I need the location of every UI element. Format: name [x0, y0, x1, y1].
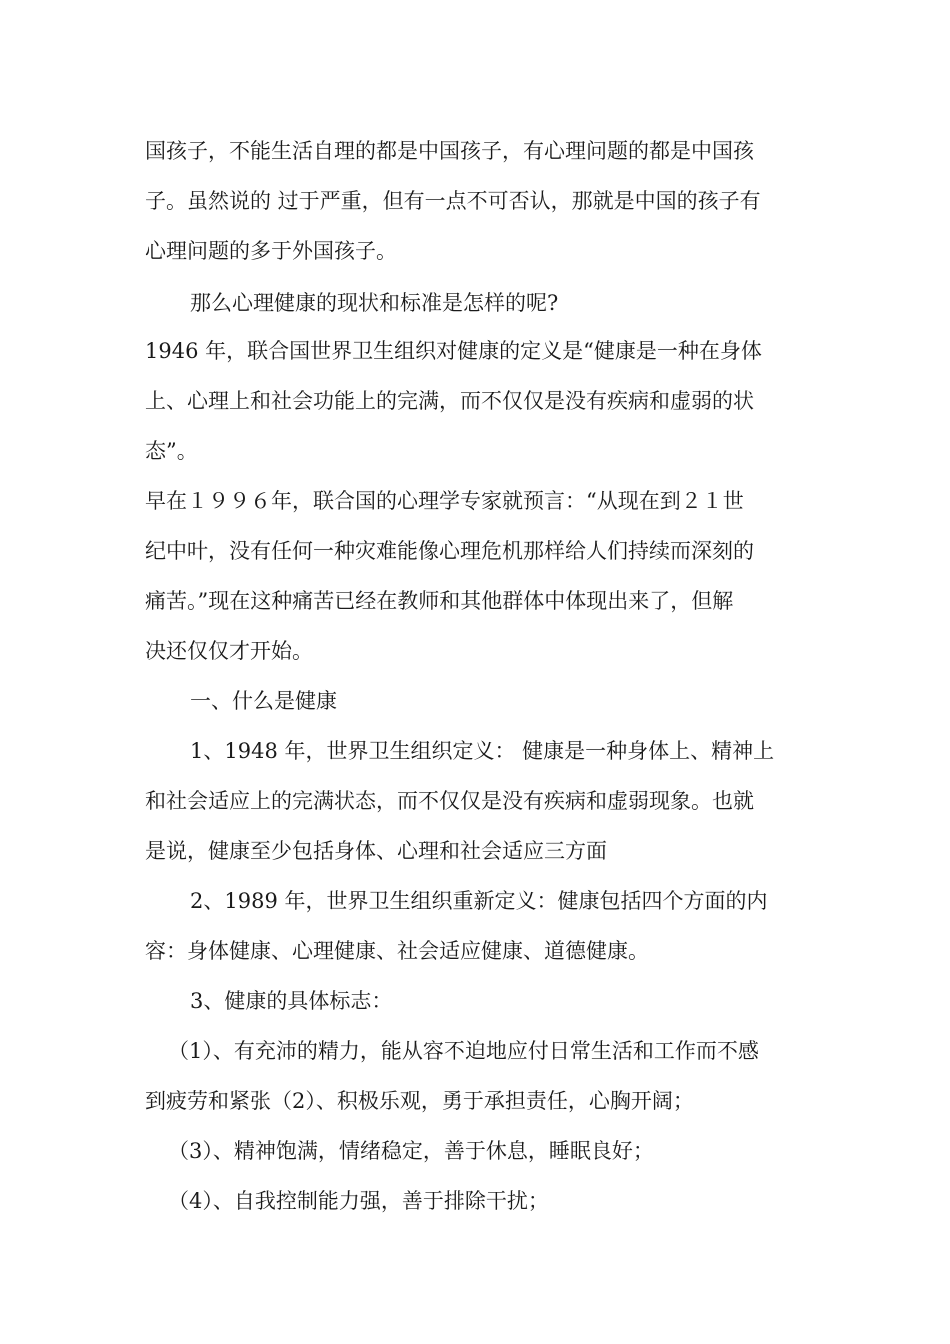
text-line: 态”。	[145, 439, 198, 463]
text-line: 早在１９９６年，联合国的心理学专家就预言：“从现在到２１世	[145, 489, 744, 513]
text-line: 那么心理健康的现状和标准是怎样的呢?	[190, 291, 559, 315]
text-line: 1、1948 年，世界卫生组织定义： 健康是一种身体上、精神上	[190, 739, 775, 763]
text-line: （3）、精神饱满，情绪稳定，善于休息，睡眠良好；	[168, 1139, 654, 1163]
text-line: 国孩子，不能生活自理的都是中国孩子，有心理问题的都是中国孩	[145, 139, 754, 163]
text-line: 上、心理上和社会功能上的完满，而不仅仅是没有疾病和虚弱的状	[145, 389, 754, 413]
text-line: 是说，健康至少包括身体、心理和社会适应三方面	[145, 839, 607, 863]
text-line: 决还仅仅才开始。	[145, 639, 313, 663]
text-line: 容：身体健康、心理健康、社会适应健康、道德健康。	[145, 939, 649, 963]
text-line: （1）、有充沛的精力，能从容不迫地应付日常生活和工作而不感	[168, 1039, 759, 1063]
text-line: 到疲劳和紧张（2）、积极乐观，勇于承担责任，心胸开阔；	[145, 1089, 694, 1113]
section-heading: 一、什么是健康	[190, 689, 337, 713]
text-line: 心理问题的多于外国孩子。	[145, 239, 397, 263]
text-line: 和社会适应上的完满状态，而不仅仅是没有疾病和虚弱现象。也就	[145, 789, 754, 813]
text-line: 痛苦。”现在这种痛苦已经在教师和其他群体中体现出来了，但解	[145, 589, 734, 613]
text-line: 2、1989 年，世界卫生组织重新定义：健康包括四个方面的内	[190, 889, 768, 913]
text-line: 3、健康的具体标志：	[190, 989, 393, 1013]
text-line: 子。虽然说的 过于严重，但有一点不可否认，那就是中国的孩子有	[145, 189, 761, 213]
text-line: 1946 年，联合国世界卫生组织对健康的定义是“健康是一种在身体	[145, 339, 762, 363]
text-line: （4）、自我控制能力强，善于排除干扰；	[168, 1189, 549, 1213]
text-line: 纪中叶，没有任何一种灾难能像心理危机那样给人们持续而深刻的	[145, 539, 754, 563]
